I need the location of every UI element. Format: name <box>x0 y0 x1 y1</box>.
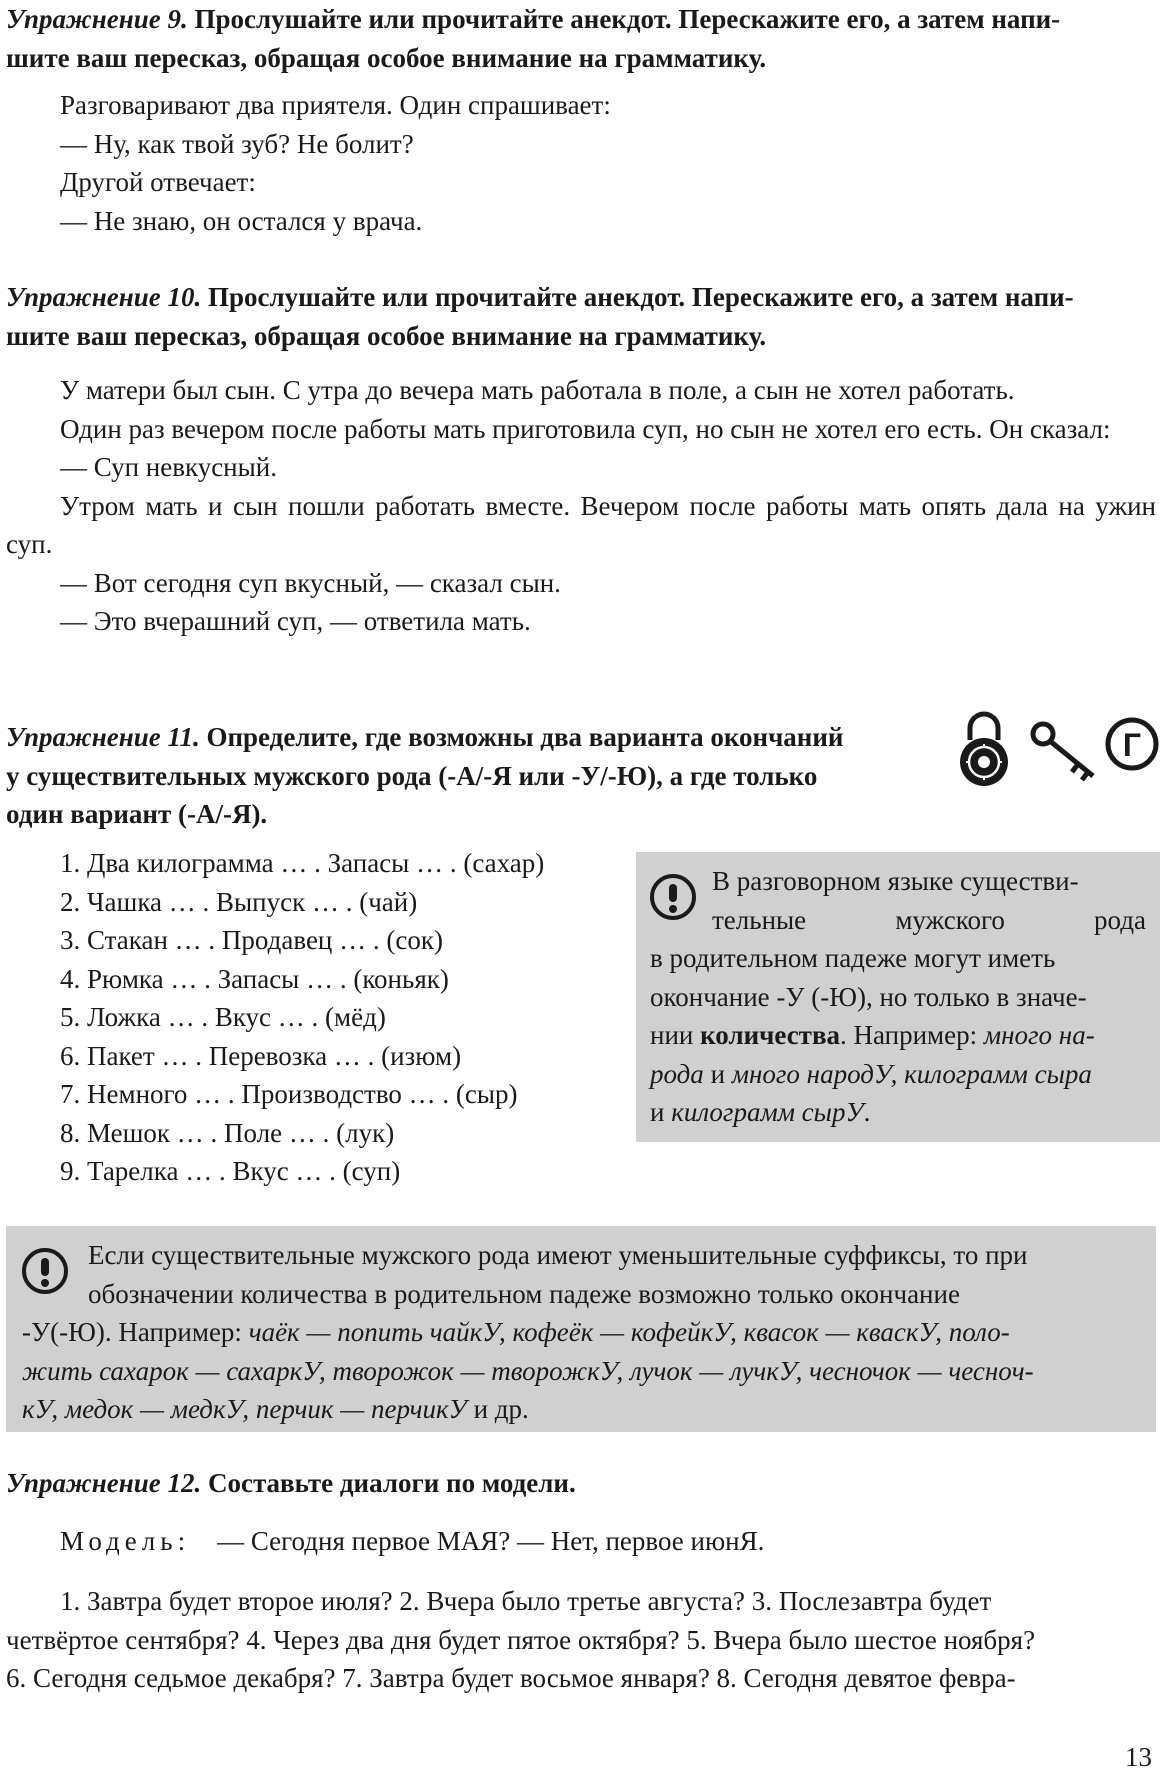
exercise-11-list <box>6 844 620 1191</box>
wide-note-line-3: -У(-Ю). Например: чаёк — попить чайкУ, кофеёк — кофейкУ, квасок — кваскУ, поло- <box>22 1317 1010 1347</box>
exercise-10-paragraph-4: Утром мать и сын пошли работать вместе. Вечером после работы мать опять дала на ужин суп. <box>6 490 1156 559</box>
list-item: 8. Мешок … . Поле … . (лук) <box>60 1117 395 1148</box>
exercise-10-instruction-line-1: Прослушайте или прочитайте анекдот. Перескажите его, а затем напи- <box>207 282 1074 312</box>
grammar-g-icon <box>1108 720 1156 768</box>
note-line-5: нии количества. Например: много на- <box>650 1020 1095 1050</box>
exercise-10-paragraph-1: У матери был сын. С утра до вечера мать работала в поле, а сын не хотел работать. <box>60 375 1015 405</box>
list-item: 1. Два килограмма … . Запасы … . (сахар) <box>60 848 545 878</box>
grammar-g-letter: Г <box>1122 727 1142 763</box>
wide-note-line-1: Если существительные мужского рода имеют уменьшительные суффиксы, то при <box>88 1240 1028 1270</box>
exercise-11-icons <box>960 704 1160 794</box>
model-label: Модель: <box>60 1526 191 1556</box>
list-item: 7. Немного … . Производство … . (сыр) <box>60 1079 518 1109</box>
exercise-12-model <box>6 1522 1160 1561</box>
wide-note-line-4: жить сахарок — сахаркУ, творожок — творожкУ, лучок — лучкУ, чесночок — чеснoч- <box>22 1355 1034 1386</box>
exercise-11-instruction-line-1: Определите, где возможны два варианта окончаний <box>206 722 844 752</box>
exercise-12-label: Упражнение 12. <box>6 1468 202 1498</box>
list-item: 4. Рюмка … . Запасы … . (коньяк) <box>60 963 449 994</box>
exercise-12-heading <box>6 1464 1156 1503</box>
exercise-9-label: Упражнение 9. <box>6 4 188 34</box>
exercise-11-instruction-line-3: один вариант (-А/-Я). <box>6 799 268 829</box>
model-text: — Сегодня первое МАЯ? — Нет, первое июнЯ. <box>217 1526 765 1556</box>
icon-strip <box>960 704 1160 794</box>
exercise-9-line-4: — Не знаю, он остался у врача. <box>60 205 423 236</box>
exercise-9-instruction-line-2: шите ваш пересказ, обращая особое внимание на грамматику. <box>6 42 767 73</box>
exercise-10-paragraph-2: Один раз вечером после работы мать приготовила суп, но сын не хотел его есть. Он сказал: <box>60 413 1111 444</box>
exercise-10-text <box>6 371 1156 641</box>
exclamation-icon <box>650 874 696 920</box>
exercise-12-line-2: четвёртое сентября? 4. Через два дня будет пятое октября? 5. Вчера было шестое ноября? <box>6 1624 1036 1655</box>
exercise-9-line-1: Разговаривают два приятеля. Один спрашивает: <box>60 90 611 120</box>
note-emphasis-quantity: количества <box>700 1020 841 1050</box>
exercise-11-instruction-line-2: у существительных мужского рода (-А/-Я или -У/-Ю), а где только <box>6 760 818 791</box>
exercise-9-instruction-line-1: Прослушайте или прочитайте анекдот. Перескажите его, а затем напи- <box>194 4 1061 34</box>
list-item: 5. Ложка … . Вкус … . (мёд) <box>60 1002 386 1032</box>
lock-icon <box>960 714 1008 786</box>
note-line-2: тельные мужского рода <box>712 904 1146 935</box>
exercise-9-line-2: — Ну, как твой зуб? Не болит? <box>60 128 414 159</box>
key-icon <box>1033 724 1093 780</box>
list-item: 6. Пакет … . Перевозка … . (изюм) <box>60 1040 462 1071</box>
exercise-11-heading <box>6 718 906 834</box>
wide-note-line-2: обозначении количества в родительном падеже возможно только окончание <box>88 1278 960 1309</box>
exercise-12-line-1: 1. Завтра будет второе июля? 2. Вчера было третье августа? 3. Послезавтра будет <box>60 1586 992 1616</box>
quantity-note-box <box>636 852 1160 1142</box>
exercise-12-line-3: 6. Сегодня седьмое декабря? 7. Завтра будет восьмое января? 8. Сегодня девятое февра- <box>6 1663 1016 1693</box>
exercise-9-heading <box>6 0 1156 77</box>
exclamation-icon <box>22 1248 68 1294</box>
exercise-10-paragraph-3: — Суп невкусный. <box>60 452 277 482</box>
exercise-10-label: Упражнение 10. <box>6 282 202 312</box>
list-item: 3. Стакан … . Продавец … . (сок) <box>60 925 443 955</box>
exercise-10-paragraph-5: — Вот сегодня суп вкусный, — сказал сын. <box>60 567 561 598</box>
exercise-9-line-3: Другой отвечает: <box>60 167 256 197</box>
note-line-6: рода и много народУ, килограмм сыра <box>650 1058 1092 1089</box>
exercise-9-text <box>6 86 1160 240</box>
note-line-4: окончание -У (-Ю), но только в значе- <box>650 981 1087 1012</box>
diminutive-note-box <box>6 1226 1156 1432</box>
note-line-7: и килограмм сырУ. <box>650 1097 871 1127</box>
exercise-12-instruction: Составьте диалоги по модели. <box>207 1468 576 1498</box>
note-line-1: В разговорном языке существи- <box>712 866 1079 896</box>
exercise-10-instruction-line-2: шите ваш пересказ, обращая особое внимание на грамматику. <box>6 320 767 351</box>
page-number: 13 <box>1125 1742 1152 1772</box>
exercise-12-text <box>6 1582 1156 1698</box>
list-item: 9. Тарелка … . Вкус … . (суп) <box>60 1156 401 1186</box>
exercise-11-label: Упражнение 11. <box>6 722 200 752</box>
wide-note-line-5: кУ, медок — медкУ, перчик — перчикУ и др. <box>22 1394 529 1424</box>
exercise-10-heading <box>6 278 1156 355</box>
list-item: 2. Чашка … . Выпуск … . (чай) <box>60 886 418 917</box>
note-line-3: в родительном падеже могут иметь <box>650 943 1056 973</box>
exercise-10-paragraph-6: — Это вчерашний суп, — ответила мать. <box>60 606 531 636</box>
